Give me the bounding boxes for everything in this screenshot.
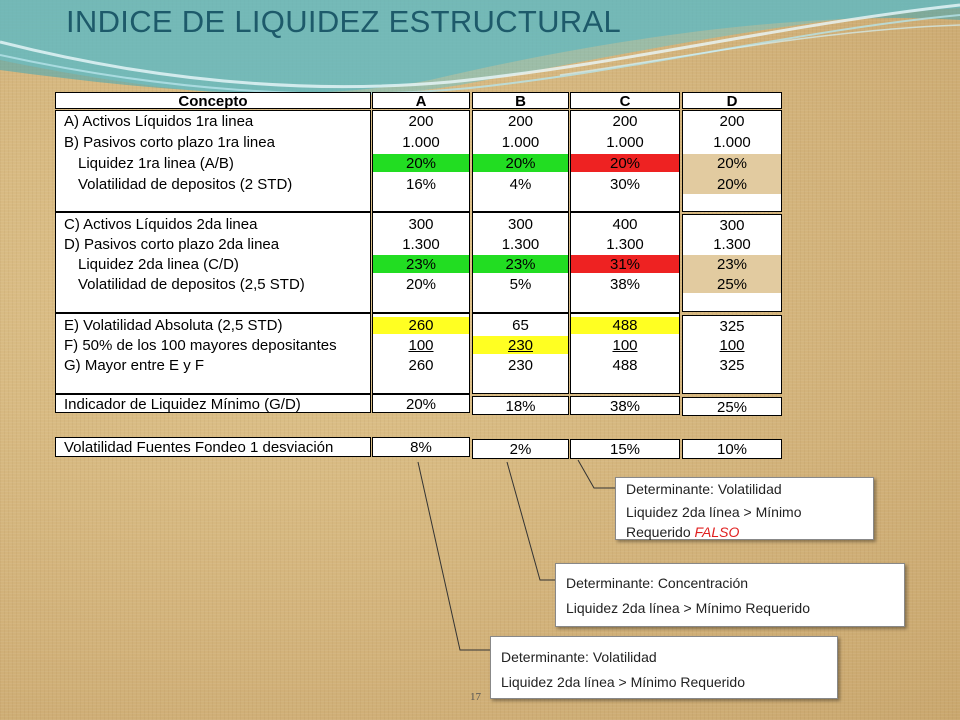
c-val-volatilidad-2: 38% — [609, 276, 641, 293]
col-b-block-1 — [472, 110, 569, 212]
a-val-c: 300 — [408, 216, 434, 233]
concepto-volatility — [55, 437, 371, 457]
c-val-g: 488 — [612, 357, 638, 374]
concepto-block-3 — [55, 313, 371, 394]
b-val-volatilidad-1: 4% — [509, 176, 532, 193]
col-b-volatility — [472, 439, 569, 459]
d-val-f: 100 — [719, 337, 745, 354]
c-val-a: 200 — [612, 113, 638, 130]
col-a-block-2 — [372, 212, 470, 313]
col-c-block-2 — [570, 212, 680, 313]
col-a-indicator — [372, 394, 470, 413]
col-b-header-cell — [472, 92, 569, 109]
b-val-liquidez-1: 20% — [505, 155, 536, 172]
a-val-liquidez-1: 20% — [405, 155, 437, 172]
col-b-indicator — [472, 396, 569, 415]
note-a-line2: Liquidez 2da línea > Mínimo Requerido — [501, 674, 745, 690]
label-liquidez-2: Liquidez 2da linea (C/D) — [78, 256, 239, 273]
b-val-c: 300 — [507, 216, 534, 233]
page-title: INDICE DE LIQUIDEZ ESTRUCTURAL — [66, 4, 622, 39]
page-number: 17 — [470, 691, 481, 703]
concepto-block-2 — [55, 212, 371, 313]
a-val-liquidez-2: 23% — [405, 256, 437, 273]
c-val-volatilidad-fondeo: 15% — [609, 441, 641, 458]
header-c: C — [619, 93, 631, 110]
c-val-liquidez-1: 20% — [609, 155, 641, 172]
label-g: G) Mayor entre E y F — [64, 357, 205, 374]
d-val-c: 300 — [719, 217, 745, 234]
d-val-e: 325 — [719, 318, 745, 335]
col-d-header-cell — [682, 92, 782, 109]
c-val-indicador: 38% — [609, 398, 641, 415]
a-val-volatilidad-1: 16% — [405, 176, 437, 193]
d-val-liquidez-2: 23% — [716, 256, 748, 273]
c-val-c: 400 — [612, 216, 638, 233]
b-val-g: 230 — [507, 357, 534, 374]
b-val-a: 200 — [507, 113, 534, 130]
concepto-header-cell — [55, 92, 371, 109]
label-b: B) Pasivos corto plazo 1ra linea — [64, 134, 275, 151]
note-c-line3-text: Requerido — [626, 524, 691, 540]
col-d-volatility — [682, 439, 782, 459]
c-val-volatilidad-1: 30% — [609, 176, 641, 193]
label-indicador: Indicador de Liquidez Mínimo (G/D) — [64, 396, 301, 413]
col-a-header-cell — [372, 92, 470, 109]
label-volatilidad-1: Volatilidad de depositos (2 STD) — [78, 176, 293, 193]
note-column-c — [615, 477, 874, 540]
b-val-f: 230 — [507, 337, 534, 354]
b-val-liquidez-2: 23% — [505, 256, 536, 273]
a-val-d: 1.300 — [402, 236, 440, 253]
label-d: D) Pasivos corto plazo 2da linea — [64, 236, 280, 253]
d-val-d: 1.300 — [713, 236, 751, 253]
d-val-b: 1.000 — [713, 134, 751, 151]
col-b-block-2 — [472, 212, 569, 313]
header-b: B — [515, 93, 526, 110]
b-val-e: 65 — [512, 317, 529, 334]
d-val-volatilidad-1: 20% — [716, 176, 748, 193]
c-val-f: 100 — [612, 337, 638, 354]
note-a-line1: Determinante: Volatilidad — [501, 649, 657, 665]
a-val-volatilidad-fondeo: 8% — [410, 439, 432, 456]
note-column-b — [555, 563, 905, 627]
a-val-a: 200 — [408, 113, 434, 130]
a-val-g: 260 — [408, 357, 434, 374]
label-c: C) Activos Líquidos 2da linea — [64, 216, 258, 233]
col-a-block-3 — [372, 313, 470, 394]
label-a: A) Activos Líquidos 1ra linea — [64, 113, 254, 130]
concepto-indicator — [55, 394, 371, 413]
label-f: F) 50% de los 100 mayores depositantes — [64, 337, 337, 354]
a-val-volatilidad-2: 20% — [405, 276, 437, 293]
c-val-liquidez-2: 31% — [609, 256, 641, 273]
col-d-block-3 — [682, 315, 782, 394]
col-c-volatility — [570, 439, 680, 459]
d-val-volatilidad-2: 25% — [716, 276, 748, 293]
header-a: A — [415, 93, 427, 110]
label-volatilidad-fondeo: Volatilidad Fuentes Fondeo 1 desviación — [64, 439, 334, 456]
a-val-b: 1.000 — [402, 134, 440, 151]
note-c-line2: Liquidez 2da línea > Mínimo — [626, 504, 802, 520]
label-liquidez-1: Liquidez 1ra linea (A/B) — [78, 155, 234, 172]
note-b-line2: Liquidez 2da línea > Mínimo Requerido — [566, 600, 810, 616]
a-val-e: 260 — [408, 317, 434, 334]
col-b-block-3 — [472, 313, 569, 394]
d-val-volatilidad-fondeo: 10% — [716, 441, 748, 458]
d-val-a: 200 — [719, 113, 745, 130]
b-val-indicador: 18% — [505, 398, 536, 415]
col-c-block-1 — [570, 110, 680, 212]
note-b-line1: Determinante: Concentración — [566, 575, 749, 591]
c-val-d: 1.300 — [606, 236, 644, 253]
label-volatilidad-2: Volatilidad de depositos (2,5 STD) — [78, 276, 305, 293]
note-c-falso-flag: FALSO — [694, 524, 740, 540]
col-c-block-3 — [570, 313, 680, 394]
col-c-header-cell — [570, 92, 680, 109]
col-a-volatility — [372, 437, 470, 457]
col-d-block-1 — [682, 110, 782, 212]
b-val-volatilidad-2: 5% — [509, 276, 532, 293]
note-column-a — [490, 636, 838, 699]
concepto-block-1 — [55, 110, 371, 212]
label-e: E) Volatilidad Absoluta (2,5 STD) — [64, 317, 283, 334]
col-c-indicator — [570, 396, 680, 415]
header-d: D — [726, 93, 738, 110]
col-d-indicator — [682, 397, 782, 416]
c-val-e: 488 — [612, 317, 638, 334]
d-val-g: 325 — [719, 357, 745, 374]
c-val-b: 1.000 — [606, 134, 644, 151]
d-val-indicador: 25% — [716, 399, 748, 416]
note-c-line1: Determinante: Volatilidad — [626, 481, 782, 497]
a-val-f: 100 — [408, 337, 434, 354]
a-val-indicador: 20% — [405, 396, 437, 413]
col-d-block-2 — [682, 214, 782, 312]
b-val-d: 1.300 — [501, 236, 540, 253]
d-val-liquidez-1: 20% — [716, 155, 748, 172]
col-a-block-1 — [372, 110, 470, 212]
header-concepto: Concepto — [178, 93, 248, 110]
note-c-line3 — [626, 524, 739, 540]
b-val-volatilidad-fondeo: 2% — [509, 441, 532, 458]
b-val-b: 1.000 — [501, 134, 540, 151]
